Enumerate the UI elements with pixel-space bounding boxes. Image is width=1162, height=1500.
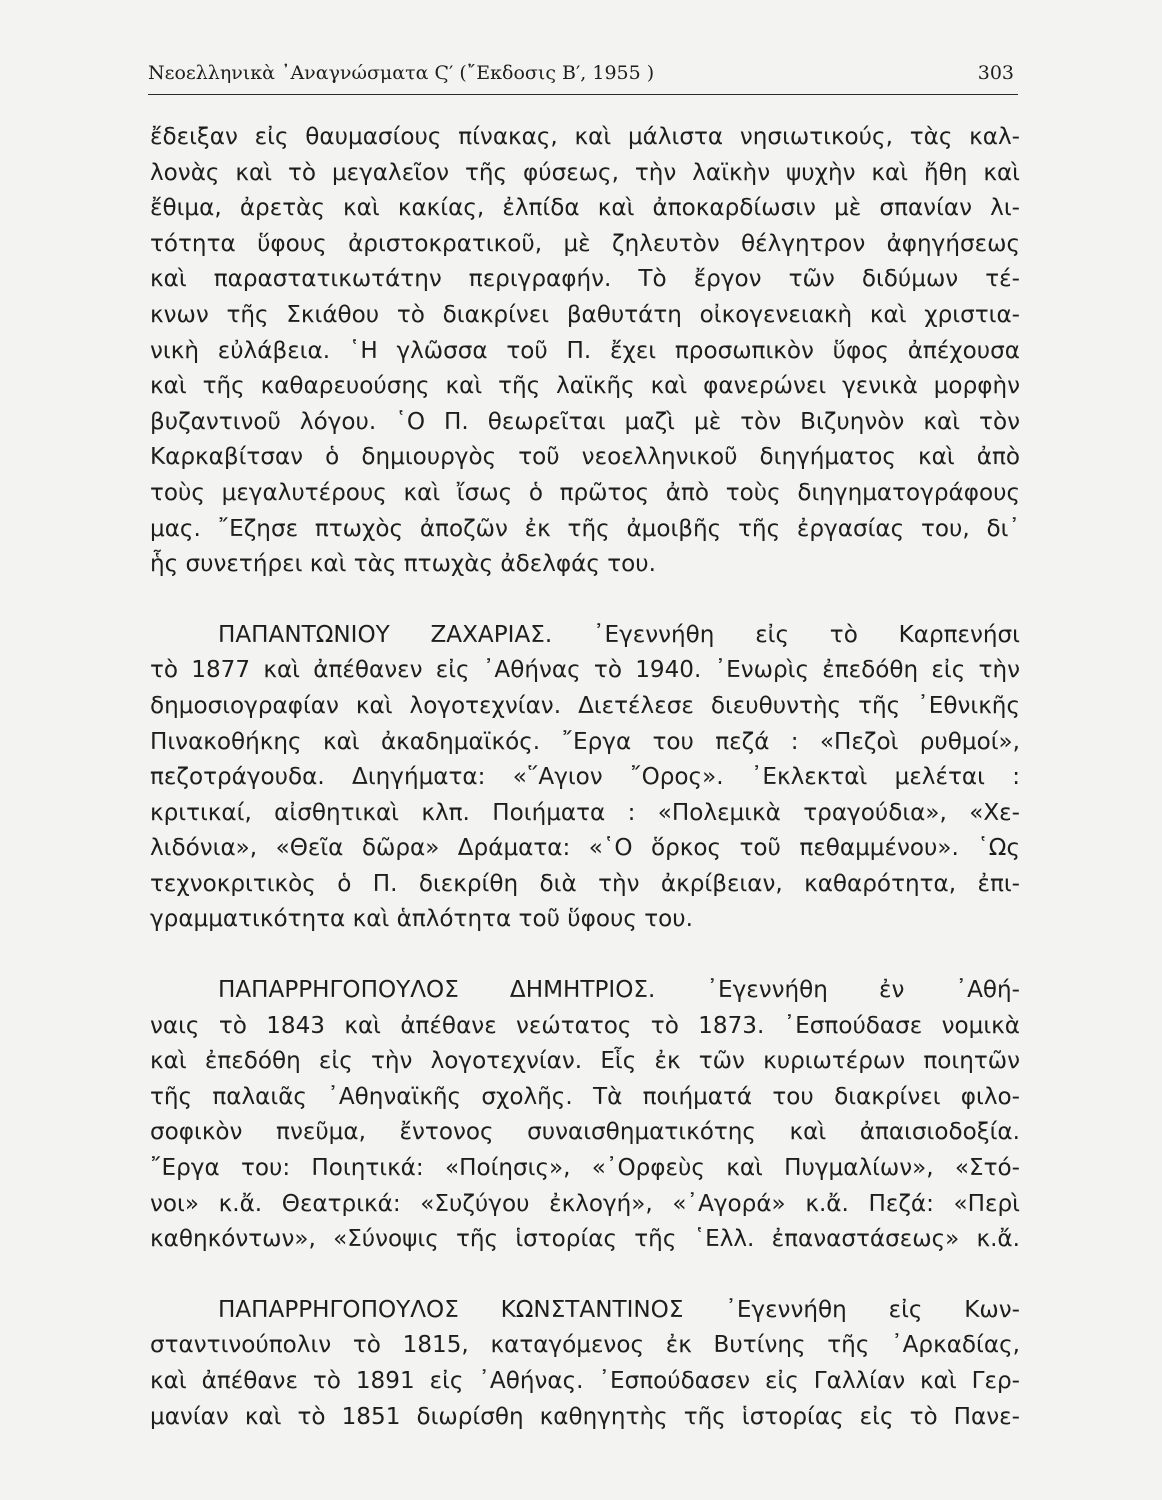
page-body — [150, 120, 1020, 1435]
text-line: κνων τῆς Σκιάθου τὸ διακρίνει βαθυτάτη οἰκογενειακὴ καὶ χριστια- — [150, 301, 1020, 328]
header-title: Νεοελληνικὰ ᾿Αναγνώσματα Ϛ′ (῎Εκδοσις Β′, 1955 ) — [148, 62, 655, 84]
text-line: ἔθιμα, ἀρετὰς καὶ κακίας, ἐλπίδα καὶ ἀποκαρδίωσιν μὲ σπανίαν λι- — [150, 195, 1020, 222]
text-line: καὶ ἀπέθανε τὸ 1891 εἰς ᾿Αθήνας. ᾿Εσπούδασεν εἰς Γαλλίαν καὶ Γερ- — [150, 1368, 1020, 1394]
text-line: γραμματικότητα καὶ ἁπλότητα τοῦ ὕφους του. — [150, 906, 693, 933]
text-line: λονὰς καὶ τὸ μεγαλεῖον τῆς φύσεως, τὴν λαϊκὴν ψυχὴν καὶ ἤθη καὶ — [150, 159, 1020, 186]
text-line: μανίαν καὶ τὸ 1851 διωρίσθη καθηγητὴς τῆς ἱστορίας εἰς τὸ Πανε- — [150, 1403, 1020, 1430]
entry-papantoniou-zacharias — [150, 618, 1020, 938]
text-line: νοι» κ.ἄ. Θεατρικά: «Συζύγου ἐκλογή», «᾿Αγορά» κ.ἄ. Πεζά: «Περὶ — [150, 1190, 1020, 1217]
entry-heading-line: ΠΑΠΑΝΤΩΝΙΟΥ ΖΑΧΑΡΙΑΣ. ᾿Εγεννήθη εἰς τὸ Καρπενήσι — [218, 621, 1020, 648]
text-line: ἧς συνετήρει καὶ τὰς πτωχὰς ἀδελφάς του. — [150, 551, 656, 578]
text-line: σοφικὸν πνεῦμα, ἔντονος συναισθηματικότης καὶ ἀπαισιοδοξία. — [150, 1119, 1020, 1146]
text-line: τὸ 1877 καὶ ἀπέθανεν εἰς ᾿Αθήνας τὸ 1940. ᾿Ενωρὶς ἐπεδόθη εἰς τὴν — [150, 657, 1020, 684]
paragraph-continuation — [150, 120, 1020, 583]
text-line: ναις τὸ 1843 καὶ ἀπέθανε νεώτατος τὸ 1873. ᾿Εσπούδασε νομικὰ — [150, 1012, 1020, 1039]
text-line: ῎Εργα του: Ποιητικά: «Ποίησις», «᾿Ορφεὺς καὶ Πυγμαλίων», «Στό- — [150, 1155, 1020, 1182]
entry-paparrigopoulos-dimitrios — [150, 973, 1020, 1258]
text-line: Πινακοθήκης καὶ ἀκαδημαϊκός. ῎Εργα του πεζά : «Πεζοὶ ρυθμοί», — [150, 728, 1020, 755]
text-line: σταντινούπολιν τὸ 1815, καταγόμενος ἐκ Βυτίνης τῆς ᾿Αρκαδίας, — [150, 1332, 1020, 1359]
text-line: καὶ παραστατικωτάτην περιγραφήν. Τὸ ἔργον τῶν διδύμων τέ- — [150, 266, 1020, 293]
text-line: τοὺς μεγαλυτέρους καὶ ἴσως ὁ πρῶτος ἀπὸ τοὺς διηγηματογράφους — [150, 479, 1020, 506]
text-line: Καρκαβίτσαν ὁ δημιουργὸς τοῦ νεοελληνικοῦ διηγήματος καὶ ἀπὸ — [150, 444, 1020, 471]
text-line: νικὴ εὐλάβεια. ῾Η γλῶσσα τοῦ Π. ἔχει προσωπικὸν ὕφος ἀπέχουσα — [150, 337, 1020, 364]
text-line: δημοσιογραφίαν καὶ λογοτεχνίαν. Διετέλεσε διευθυντὴς τῆς ᾿Εθνικῆς — [150, 692, 1020, 719]
entry-heading-line: ΠΑΠΑΡΡΗΓΟΠΟΥΛΟΣ ΔΗΜΗΤΡΙΟΣ. ᾿Εγεννήθη ἐν ᾿Αθή- — [218, 977, 1020, 1004]
entry-heading-line: ΠΑΠΑΡΡΗΓΟΠΟΥΛΟΣ ΚΩΝΣΤΑΝΤΙΝΟΣ ᾿Εγεννήθη εἰς Κων- — [218, 1296, 1020, 1323]
text-line: λιδόνια», «Θεῖα δῶρα» Δράματα: «῾Ο ὅρκος τοῦ πεθαμμένου». ῾Ως — [150, 835, 1020, 862]
text-line: βυζαντινοῦ λόγου. ῾Ο Π. θεωρεῖται μαζὶ μὲ τὸν Βιζυηνὸν καὶ τὸν — [150, 408, 1020, 435]
text-line: καὶ τῆς καθαρευούσης καὶ τῆς λαϊκῆς καὶ φανερώνει γενικὰ μορφὴν — [150, 373, 1020, 400]
text-line: καθηκόντων», «Σύνοψις τῆς ἱστορίας τῆς ῾Ελλ. ἐπαναστάσεως» κ.ἄ. — [150, 1226, 1020, 1253]
text-line: τότητα ὕφους ἀριστοκρατικοῦ, μὲ ζηλευτὸν θέλγητρον ἀφηγήσεως — [150, 230, 1020, 257]
running-header — [148, 56, 1018, 95]
page-number: 303 — [977, 62, 1014, 84]
text-line: ἔδειξαν εἰς θαυμασίους πίνακας, καὶ μάλιστα νησιωτικούς, τὰς καλ- — [150, 124, 1020, 150]
text-line: τεχνοκριτικὸς ὁ Π. διεκρίθη διὰ τὴν ἀκρίβειαν, καθαρότητα, ἐπι- — [150, 870, 1020, 897]
text-line: κριτικαί, αἰσθητικαὶ κλπ. Ποιήματα : «Πολεμικὰ τραγούδια», «Χε- — [150, 799, 1020, 826]
text-line: καὶ ἐπεδόθη εἰς τὴν λογοτεχνίαν. Εἷς ἐκ τῶν κυριωτέρων ποιητῶν — [150, 1048, 1020, 1075]
text-line: πεζοτράγουδα. Διηγήματα: «῞Αγιον ῎Ορος». ᾿Εκλεκταὶ μελέται : — [150, 764, 1020, 791]
text-line: τῆς παλαιᾶς ᾿Αθηναϊκῆς σχολῆς. Τὰ ποιήματά του διακρίνει φιλο- — [150, 1083, 1020, 1110]
text-line: μας. ῎Εζησε πτωχὸς ἀποζῶν ἐκ τῆς ἀμοιβῆς τῆς ἐργασίας του, δι᾿ — [150, 515, 1020, 542]
entry-paparrigopoulos-konstantinos — [150, 1293, 1020, 1435]
